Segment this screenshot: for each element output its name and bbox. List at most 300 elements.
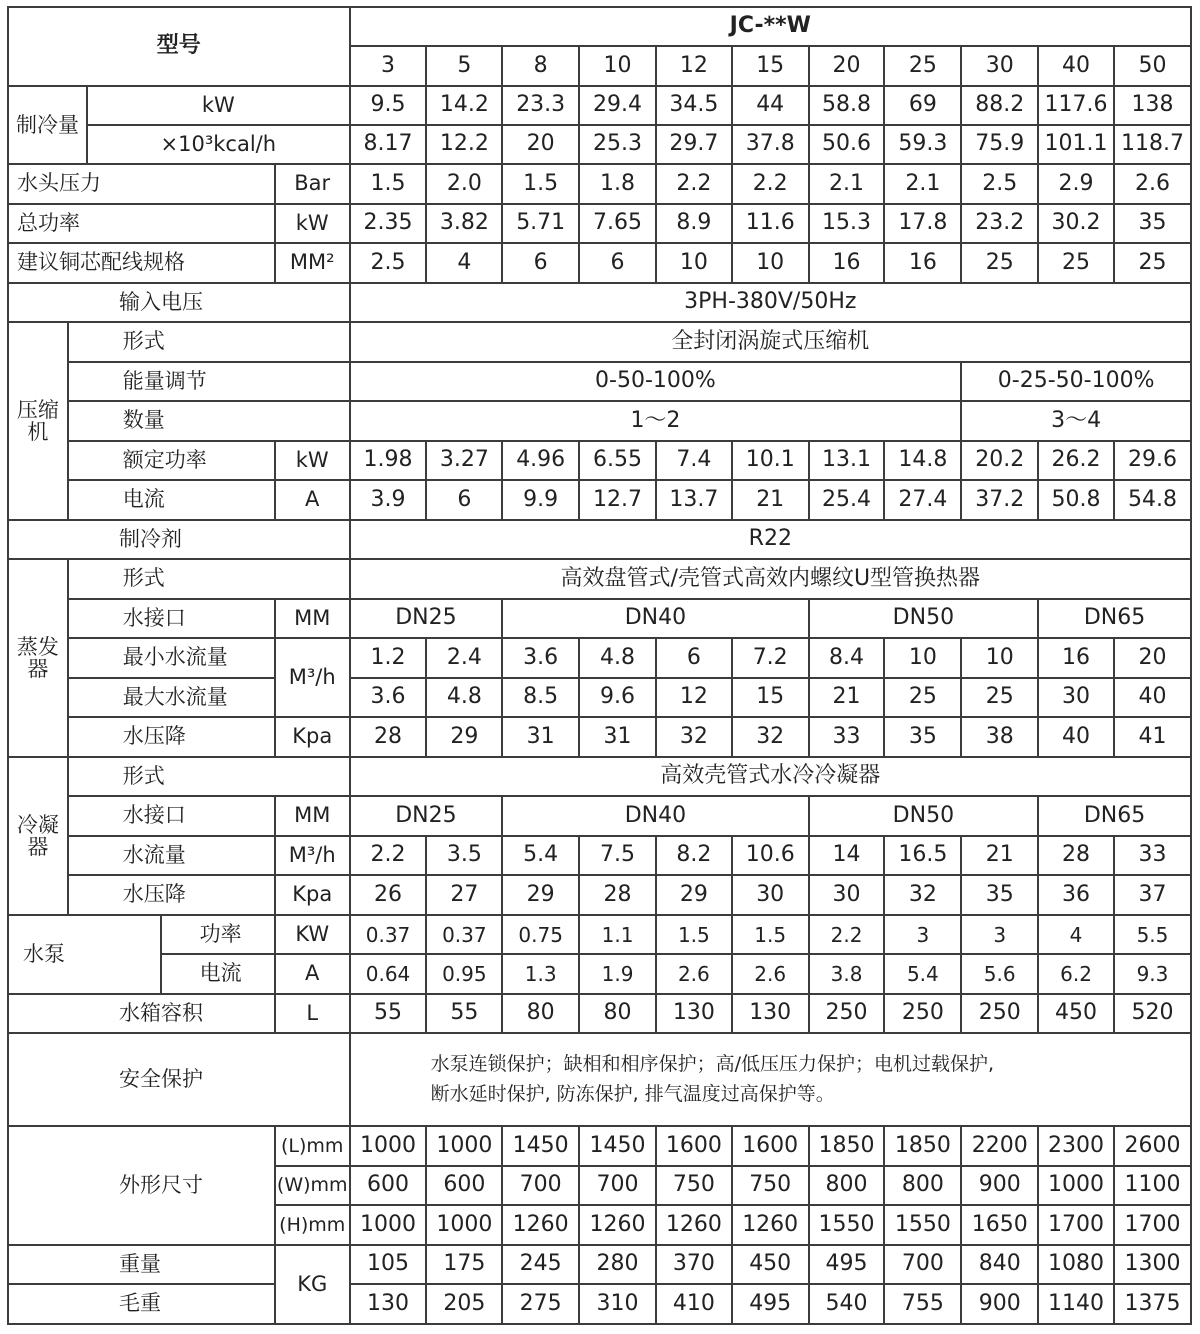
- value-cell: 33: [809, 717, 885, 757]
- compressor-group-label: 压缩机: [8, 322, 68, 520]
- dim-l-row: [8, 1126, 1191, 1166]
- value-cell: 15: [732, 678, 809, 717]
- evaporator-type-label: 形式: [68, 559, 350, 599]
- value-cell: 5.6: [961, 954, 1038, 994]
- condenser-drop-label: 水压降: [68, 875, 275, 915]
- dim-w-unit: (W)mm: [275, 1166, 350, 1205]
- value-cell: 80: [579, 994, 656, 1033]
- evaporator-max-flow-label: 最大水流量: [68, 678, 275, 717]
- value-cell: 5: [426, 46, 502, 86]
- value-cell: 6: [502, 243, 579, 283]
- value-cell: 800: [809, 1166, 885, 1205]
- value-cell: 9.6: [579, 678, 656, 717]
- value-cell: 118.7: [1114, 125, 1191, 164]
- value-cell: 30: [809, 875, 885, 915]
- value-cell: 3.6: [350, 678, 427, 717]
- value-cell: 1600: [656, 1126, 732, 1166]
- value-cell: 250: [809, 994, 885, 1033]
- value-cell: 2.4: [426, 638, 502, 678]
- evaporator-port-label: 水接口: [68, 599, 275, 638]
- value-cell: 55: [350, 994, 427, 1033]
- value-cell: 16.5: [884, 836, 961, 875]
- value-cell: 700: [502, 1166, 579, 1205]
- compressor-type-value: 全封闭涡旋式压缩机: [350, 322, 1191, 362]
- total-power-row: [8, 204, 1191, 243]
- condenser-type-row: [8, 757, 1191, 796]
- value-cell: 29.6: [1114, 441, 1191, 480]
- input-voltage-label: 输入电压: [8, 283, 350, 322]
- value-cell: 69: [884, 86, 961, 125]
- evaporator-min-flow-row: [8, 638, 1191, 678]
- value-cell: 21: [809, 678, 885, 717]
- value-cell: 1450: [502, 1126, 579, 1166]
- weight-gross-label: 毛重: [8, 1284, 275, 1324]
- value-cell: 175: [426, 1245, 502, 1284]
- value-cell: 23.2: [961, 204, 1038, 243]
- cooling-kw-unit: kW: [87, 86, 350, 125]
- value-cell: 117.6: [1038, 86, 1114, 125]
- value-cell: 12: [656, 678, 732, 717]
- value-cell: 6: [656, 638, 732, 678]
- value-cell: 9.9: [502, 480, 579, 520]
- value-cell: 9.5: [350, 86, 427, 125]
- value-cell: 11.6: [732, 204, 809, 243]
- value-cell: 30: [732, 875, 809, 915]
- evaporator-port-dn25: DN25: [350, 599, 503, 638]
- value-cell: 10: [656, 243, 732, 283]
- value-cell: 38: [961, 717, 1038, 757]
- value-cell: 5.4: [884, 954, 961, 994]
- value-cell: 2200: [961, 1126, 1038, 1166]
- value-cell: 8.17: [350, 125, 427, 164]
- safety-line-1: 水泵连锁保护；缺相和相序保护；高/低压压力保护；电机过载保护,: [430, 1053, 995, 1076]
- weight-unit: KG: [275, 1245, 350, 1324]
- weight-net-row: [8, 1245, 1191, 1284]
- value-cell: 3.8: [809, 954, 885, 994]
- value-cell: 25: [961, 243, 1038, 283]
- value-cell: 25: [1038, 243, 1114, 283]
- safety-text: [350, 1033, 1191, 1126]
- value-cell: 840: [961, 1245, 1038, 1284]
- compressor-capacity-a: 0-50-100%: [350, 362, 962, 401]
- condenser-port-dn25: DN25: [350, 796, 503, 836]
- value-cell: 105: [350, 1245, 427, 1284]
- value-cell: 0.75: [502, 915, 579, 954]
- value-cell: 31: [579, 717, 656, 757]
- pump-power-label: 功率: [161, 915, 275, 954]
- value-cell: 20: [502, 125, 579, 164]
- compressor-power-label: 额定功率: [68, 441, 275, 480]
- value-cell: 9.3: [1114, 954, 1191, 994]
- compressor-count-b: 3～4: [961, 401, 1191, 441]
- value-cell: 13.7: [656, 480, 732, 520]
- evaporator-drop-label: 水压降: [68, 717, 275, 757]
- value-cell: 8: [502, 46, 579, 86]
- safety-line-2: 断水延时保护, 防冻保护, 排气温度过高保护等。: [430, 1082, 835, 1105]
- value-cell: 900: [961, 1166, 1038, 1205]
- pump-group-label: 水泵: [8, 915, 161, 994]
- value-cell: 55: [426, 994, 502, 1033]
- condenser-port-dn50: DN50: [809, 796, 1039, 836]
- value-cell: 25.4: [809, 480, 885, 520]
- value-cell: 29: [502, 875, 579, 915]
- evaporator-port-unit: MM: [275, 599, 350, 638]
- series-name: JC-**W: [350, 7, 1191, 46]
- value-cell: 495: [809, 1245, 885, 1284]
- value-cell: 205: [426, 1284, 502, 1324]
- value-cell: 17.8: [884, 204, 961, 243]
- evaporator-min-flow-label: 最小水流量: [68, 638, 275, 678]
- value-cell: 20.2: [961, 441, 1038, 480]
- value-cell: 750: [656, 1166, 732, 1205]
- value-cell: 1.98: [350, 441, 427, 480]
- value-cell: 75.9: [961, 125, 1038, 164]
- value-cell: 54.8: [1114, 480, 1191, 520]
- value-cell: 1000: [1038, 1166, 1114, 1205]
- dim-l-unit: (L)mm: [275, 1126, 350, 1166]
- value-cell: 275: [502, 1284, 579, 1324]
- value-cell: 0.37: [426, 915, 502, 954]
- evaporator-type-row: [8, 559, 1191, 599]
- value-cell: 250: [961, 994, 1038, 1033]
- value-cell: 2.1: [884, 164, 961, 204]
- condenser-type-label: 形式: [68, 757, 350, 796]
- condenser-port-unit: MM: [275, 796, 350, 836]
- value-cell: 29: [656, 875, 732, 915]
- value-cell: 14: [809, 836, 885, 875]
- cooling-kcal-unit: ×10³kcal/h: [87, 125, 350, 164]
- value-cell: 50: [1114, 46, 1191, 86]
- value-cell: 21: [732, 480, 809, 520]
- value-cell: 28: [1038, 836, 1114, 875]
- compressor-current-unit: A: [275, 480, 350, 520]
- value-cell: 0.37: [350, 915, 427, 954]
- condenser-port-label: 水接口: [68, 796, 275, 836]
- value-cell: 16: [1038, 638, 1114, 678]
- value-cell: 1700: [1038, 1205, 1114, 1245]
- value-cell: 32: [884, 875, 961, 915]
- wire-spec-row: [8, 243, 1191, 283]
- value-cell: 1260: [579, 1205, 656, 1245]
- value-cell: 900: [961, 1284, 1038, 1324]
- value-cell: 7.5: [579, 836, 656, 875]
- value-cell: 23.3: [502, 86, 579, 125]
- value-cell: 1700: [1114, 1205, 1191, 1245]
- weight-net-label: 重量: [8, 1245, 275, 1284]
- value-cell: 755: [884, 1284, 961, 1324]
- pump-power-unit: KW: [275, 915, 350, 954]
- value-cell: 25: [961, 678, 1038, 717]
- pump-current-row: [8, 954, 1191, 994]
- condenser-port-dn65: DN65: [1038, 796, 1191, 836]
- pump-power-row: [8, 915, 1191, 954]
- value-cell: 30: [961, 46, 1038, 86]
- value-cell: 1260: [502, 1205, 579, 1245]
- value-cell: 6: [579, 243, 656, 283]
- value-cell: 2.5: [350, 243, 427, 283]
- value-cell: 130: [350, 1284, 427, 1324]
- value-cell: 1.5: [656, 915, 732, 954]
- compressor-capacity-b: 0-25-50-100%: [961, 362, 1191, 401]
- compressor-capacity-row: [8, 362, 1191, 401]
- value-cell: 4.8: [426, 678, 502, 717]
- input-voltage-value: 3PH-380V/50Hz: [350, 283, 1191, 322]
- value-cell: 88.2: [961, 86, 1038, 125]
- value-cell: 450: [732, 1245, 809, 1284]
- condenser-drop-row: [8, 875, 1191, 915]
- value-cell: 1.3: [502, 954, 579, 994]
- condenser-flow-row: [8, 836, 1191, 875]
- value-cell: 8.5: [502, 678, 579, 717]
- dimensions-label: 外形尺寸: [8, 1126, 275, 1245]
- value-cell: 1.5: [732, 915, 809, 954]
- value-cell: 30: [1038, 678, 1114, 717]
- value-cell: 1.9: [579, 954, 656, 994]
- value-cell: 50.6: [809, 125, 885, 164]
- value-cell: 41: [1114, 717, 1191, 757]
- value-cell: 5.5: [1114, 915, 1191, 954]
- cooling-kcal-row: [8, 125, 1191, 164]
- value-cell: 20: [1114, 638, 1191, 678]
- value-cell: 27.4: [884, 480, 961, 520]
- value-cell: 21: [961, 836, 1038, 875]
- value-cell: 750: [732, 1166, 809, 1205]
- value-cell: 29.7: [656, 125, 732, 164]
- value-cell: 3: [350, 46, 427, 86]
- value-cell: 1650: [961, 1205, 1038, 1245]
- head-pressure-row: [8, 164, 1191, 204]
- value-cell: 16: [884, 243, 961, 283]
- value-cell: 600: [350, 1166, 427, 1205]
- value-cell: 40: [1038, 46, 1114, 86]
- value-cell: 1000: [426, 1205, 502, 1245]
- value-cell: 30.2: [1038, 204, 1114, 243]
- value-cell: 700: [884, 1245, 961, 1284]
- value-cell: 7.65: [579, 204, 656, 243]
- value-cell: 80: [502, 994, 579, 1033]
- value-cell: 10.6: [732, 836, 809, 875]
- value-cell: 4: [1038, 915, 1114, 954]
- value-cell: 1100: [1114, 1166, 1191, 1205]
- value-cell: 35: [1114, 204, 1191, 243]
- value-cell: 25: [884, 46, 961, 86]
- value-cell: 3.27: [426, 441, 502, 480]
- evaporator-group-label: 蒸发器: [8, 559, 68, 757]
- condenser-port-row: [8, 796, 1191, 836]
- value-cell: 2.2: [809, 915, 885, 954]
- value-cell: 14.2: [426, 86, 502, 125]
- safety-row: [8, 1033, 1191, 1126]
- input-voltage-row: [8, 283, 1191, 322]
- value-cell: 1450: [579, 1126, 656, 1166]
- evaporator-port-dn40: DN40: [502, 599, 808, 638]
- value-cell: 2.6: [1114, 164, 1191, 204]
- value-cell: 25: [884, 678, 961, 717]
- value-cell: 2.0: [426, 164, 502, 204]
- value-cell: 4.8: [579, 638, 656, 678]
- value-cell: 29: [426, 717, 502, 757]
- value-cell: 2.6: [732, 954, 809, 994]
- value-cell: 15.3: [809, 204, 885, 243]
- evaporator-port-dn65: DN65: [1038, 599, 1191, 638]
- value-cell: 34.5: [656, 86, 732, 125]
- evaporator-drop-row: [8, 717, 1191, 757]
- value-cell: 58.8: [809, 86, 885, 125]
- value-cell: 10.1: [732, 441, 809, 480]
- value-cell: 59.3: [884, 125, 961, 164]
- value-cell: 2.2: [350, 836, 427, 875]
- condenser-flow-unit: M³/h: [275, 836, 350, 875]
- value-cell: 2.2: [732, 164, 809, 204]
- value-cell: 1.5: [502, 164, 579, 204]
- value-cell: 3.6: [502, 638, 579, 678]
- value-cell: 1000: [426, 1126, 502, 1166]
- total-power-label: 总功率: [8, 204, 275, 243]
- value-cell: 31: [502, 717, 579, 757]
- value-cell: 10: [961, 638, 1038, 678]
- weight-gross-row: [8, 1284, 1191, 1324]
- value-cell: 2600: [1114, 1126, 1191, 1166]
- value-cell: 3.9: [350, 480, 427, 520]
- value-cell: 280: [579, 1245, 656, 1284]
- condenser-group-label: 冷凝器: [8, 757, 68, 915]
- value-cell: 36: [1038, 875, 1114, 915]
- value-cell: 2.9: [1038, 164, 1114, 204]
- value-cell: 245: [502, 1245, 579, 1284]
- dim-h-unit: (H)mm: [275, 1205, 350, 1245]
- value-cell: 1.1: [579, 915, 656, 954]
- value-cell: 44: [732, 86, 809, 125]
- refrigerant-row: [8, 520, 1191, 559]
- value-cell: 1.2: [350, 638, 427, 678]
- value-cell: 15: [732, 46, 809, 86]
- value-cell: 7.2: [732, 638, 809, 678]
- value-cell: 2.5: [961, 164, 1038, 204]
- value-cell: 2300: [1038, 1126, 1114, 1166]
- value-cell: 3.5: [426, 836, 502, 875]
- value-cell: 101.1: [1038, 125, 1114, 164]
- spec-table: [7, 6, 1192, 1325]
- compressor-capacity-label: 能量调节: [68, 362, 350, 401]
- value-cell: 1550: [809, 1205, 885, 1245]
- value-cell: 2.6: [656, 954, 732, 994]
- value-cell: 600: [426, 1166, 502, 1205]
- value-cell: 4: [426, 243, 502, 283]
- cooling-label: 制冷量: [8, 86, 87, 164]
- value-cell: 138: [1114, 86, 1191, 125]
- value-cell: 1550: [884, 1205, 961, 1245]
- value-cell: 8.9: [656, 204, 732, 243]
- value-cell: 520: [1114, 994, 1191, 1033]
- value-cell: 8.2: [656, 836, 732, 875]
- value-cell: 35: [961, 875, 1038, 915]
- refrigerant-label: 制冷剂: [8, 520, 350, 559]
- value-cell: 5.4: [502, 836, 579, 875]
- value-cell: 14.8: [884, 441, 961, 480]
- value-cell: 540: [809, 1284, 885, 1324]
- compressor-count-a: 1～2: [350, 401, 962, 441]
- wire-spec-unit: MM²: [275, 243, 350, 283]
- value-cell: 8.4: [809, 638, 885, 678]
- condenser-type-value: 高效壳管式水冷冷凝器: [350, 757, 1191, 796]
- value-cell: 40: [1114, 678, 1191, 717]
- value-cell: 37.2: [961, 480, 1038, 520]
- value-cell: 35: [884, 717, 961, 757]
- value-cell: 10: [732, 243, 809, 283]
- value-cell: 37.8: [732, 125, 809, 164]
- value-cell: 32: [732, 717, 809, 757]
- compressor-power-row: [8, 441, 1191, 480]
- value-cell: 28: [579, 875, 656, 915]
- compressor-count-row: [8, 401, 1191, 441]
- value-cell: 3: [961, 915, 1038, 954]
- value-cell: 310: [579, 1284, 656, 1324]
- compressor-type-label: 形式: [68, 322, 350, 362]
- compressor-type-row: [8, 322, 1191, 362]
- compressor-power-unit: kW: [275, 441, 350, 480]
- value-cell: 1.8: [579, 164, 656, 204]
- evaporator-port-row: [8, 599, 1191, 638]
- value-cell: 25.3: [579, 125, 656, 164]
- value-cell: 40: [1038, 717, 1114, 757]
- value-cell: 1600: [732, 1126, 809, 1166]
- model-label: 型号: [8, 7, 350, 86]
- condenser-drop-unit: Kpa: [275, 875, 350, 915]
- value-cell: 4.96: [502, 441, 579, 480]
- value-cell: 370: [656, 1245, 732, 1284]
- value-cell: 3.82: [426, 204, 502, 243]
- header-row: [8, 7, 1191, 46]
- value-cell: 2.2: [656, 164, 732, 204]
- tank-label: 水箱容积: [8, 994, 275, 1033]
- value-cell: 1140: [1038, 1284, 1114, 1324]
- tank-unit: L: [275, 994, 350, 1033]
- value-cell: 6.55: [579, 441, 656, 480]
- value-cell: 130: [656, 994, 732, 1033]
- value-cell: 800: [884, 1166, 961, 1205]
- value-cell: 1300: [1114, 1245, 1191, 1284]
- safety-label: 安全保护: [8, 1033, 350, 1126]
- value-cell: 1.5: [350, 164, 427, 204]
- value-cell: 1260: [732, 1205, 809, 1245]
- value-cell: 2.35: [350, 204, 427, 243]
- value-cell: 7.4: [656, 441, 732, 480]
- value-cell: 13.1: [809, 441, 885, 480]
- evaporator-type-value: 高效盘管式/壳管式高效内螺纹U型管换热器: [350, 559, 1191, 599]
- value-cell: 700: [579, 1166, 656, 1205]
- value-cell: 2.1: [809, 164, 885, 204]
- value-cell: 27: [426, 875, 502, 915]
- value-cell: 32: [656, 717, 732, 757]
- value-cell: 130: [732, 994, 809, 1033]
- value-cell: 1850: [884, 1126, 961, 1166]
- value-cell: 26: [350, 875, 427, 915]
- value-cell: 29.4: [579, 86, 656, 125]
- value-cell: 0.64: [350, 954, 427, 994]
- condenser-port-dn40: DN40: [502, 796, 808, 836]
- compressor-count-label: 数量: [68, 401, 350, 441]
- value-cell: 1000: [350, 1126, 427, 1166]
- cooling-kw-row: [8, 86, 1191, 125]
- value-cell: 33: [1114, 836, 1191, 875]
- pump-current-unit: A: [275, 954, 350, 994]
- wire-spec-label: 建议铜芯配线规格: [8, 243, 275, 283]
- evaporator-flow-unit: M³/h: [275, 638, 350, 717]
- evaporator-max-flow-row: [8, 678, 1191, 717]
- compressor-current-row: [8, 480, 1191, 520]
- value-cell: 1375: [1114, 1284, 1191, 1324]
- value-cell: 3: [884, 915, 961, 954]
